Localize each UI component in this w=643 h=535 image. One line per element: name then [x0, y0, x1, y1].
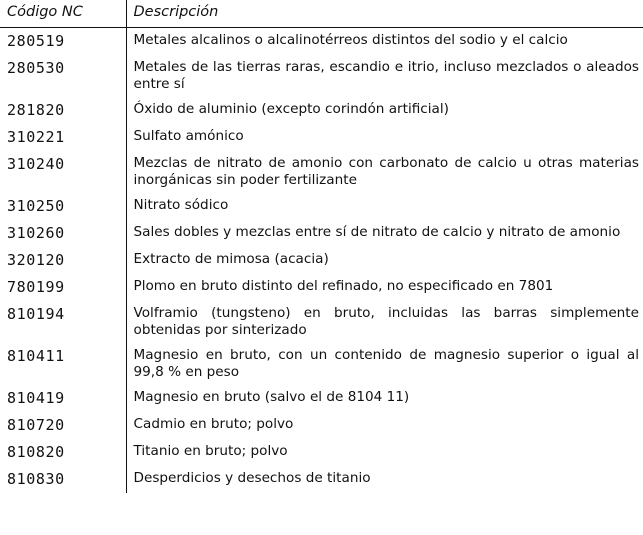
table-row: [0, 124, 643, 151]
table-row: [0, 412, 643, 439]
nc-code: 310221: [7, 128, 65, 146]
nc-description: Sulfato amónico: [126, 124, 643, 151]
nc-description: Mezclas de nitrato de amonio con carbonato de calcio u otras materias inorgánicas sin poder fertilizante: [126, 151, 643, 193]
table-row: [0, 385, 643, 412]
nc-code: 810820: [7, 443, 65, 461]
table-row: [0, 343, 643, 385]
nc-description: Nitrato sódico: [126, 193, 643, 220]
nc-code: 281820: [7, 101, 65, 119]
table-row: [0, 220, 643, 247]
nc-code: 310260: [7, 224, 65, 242]
nc-code: 810419: [7, 389, 65, 407]
table-row: [0, 439, 643, 466]
nc-description: Volframio (tungsteno) en bruto, incluidas las barras simplemente obtenidas por sinterizado: [126, 301, 643, 343]
nc-description: Cadmio en bruto; polvo: [126, 412, 643, 439]
table-row: [0, 97, 643, 124]
table-row: [0, 193, 643, 220]
nc-code: 320120: [7, 251, 65, 269]
table-row: [0, 151, 643, 193]
nc-code: 280530: [7, 59, 65, 77]
nc-description: Titanio en bruto; polvo: [126, 439, 643, 466]
header-description: Descripción: [126, 0, 643, 28]
nc-code: 280519: [7, 32, 65, 50]
nc-code: 310250: [7, 197, 65, 215]
header-code: Código NC: [0, 0, 126, 28]
nc-description: Metales alcalinos o alcalinotérreos distintos del sodio y el calcio: [126, 28, 643, 56]
table-header-row: [0, 0, 643, 28]
nc-description: Magnesio en bruto, con un contenido de magnesio superior o igual al 99,8 % en peso: [126, 343, 643, 385]
nc-code: 810830: [7, 470, 65, 488]
nc-code: 780199: [7, 278, 65, 296]
nc-description: Desperdicios y desechos de titanio: [126, 466, 643, 493]
nc-description: Metales de las tierras raras, escandio e itrio, incluso mezclados o aleados entre sí: [126, 55, 643, 97]
table-row: [0, 301, 643, 343]
nc-description: Extracto de mimosa (acacia): [126, 247, 643, 274]
table-row: [0, 55, 643, 97]
table-row: [0, 247, 643, 274]
table-row: [0, 274, 643, 301]
nc-code: 810411: [7, 347, 65, 365]
nc-code: 810720: [7, 416, 65, 434]
nc-description: Sales dobles y mezclas entre sí de nitrato de calcio y nitrato de amonio: [126, 220, 643, 247]
table-row: [0, 466, 643, 493]
nc-code: 810194: [7, 305, 65, 323]
nc-code: 310240: [7, 155, 65, 173]
nc-description: Plomo en bruto distinto del refinado, no especificado en 7801: [126, 274, 643, 301]
nc-description: Magnesio en bruto (salvo el de 8104 11): [126, 385, 643, 412]
nc-description: Óxido de aluminio (excepto corindón artificial): [126, 97, 643, 124]
table-row: [0, 28, 643, 56]
